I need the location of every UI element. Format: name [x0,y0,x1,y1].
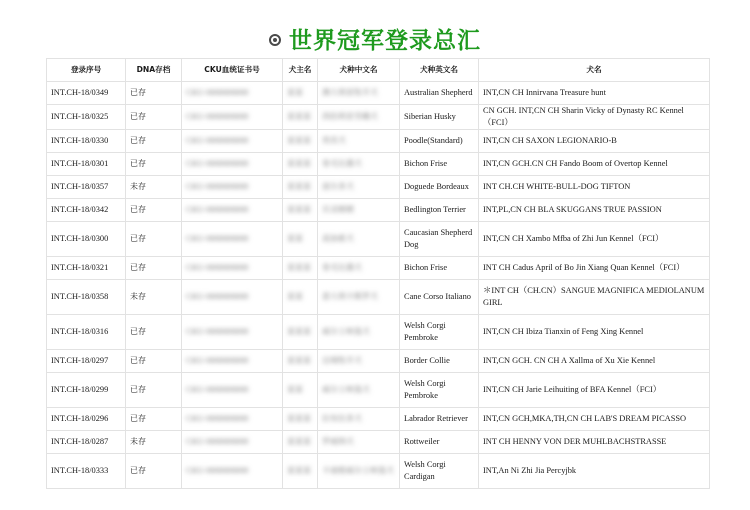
cell-dna-text: 未存 [130,292,146,301]
cell-breed-en [400,130,479,153]
cell-breed-en [400,280,479,315]
cell-cku-no [182,130,283,153]
cell-breed-cn [318,222,400,257]
cell-reg-no-text: INT.CH-18/0333 [51,466,109,475]
cell-owner-text: 某某某 [287,112,311,121]
cell-reg-no [47,280,126,315]
cell-cku-no [182,373,283,408]
cell-dna-text: 已存 [130,414,146,423]
cell-breed-en-text: Siberian Husky [404,112,456,121]
cell-dog-name-text: INT,CN GCH. CN CH A Xallma of Xu Xie Kennel [483,356,656,365]
cell-cku-no [182,176,283,199]
cell-breed-cn [318,454,400,489]
cell-owner-text: 某某某 [287,136,311,145]
table-row [47,350,710,373]
cell-owner-text: 某某某 [287,466,311,475]
cell-breed-en [400,454,479,489]
cell-reg-no-text: INT.CH-18/0321 [51,263,109,272]
cell-dog-name [479,431,710,454]
cell-dog-name-text: INT CH HENNY VON DER MUHLBACHSTRASSE [483,437,667,446]
cell-reg-no-text: INT.CH-18/0287 [51,437,109,446]
cell-cku-no-text: CKU-0000000000 [186,292,249,301]
cell-dog-name [479,373,710,408]
cell-reg-no-text: INT.CH-18/0349 [51,88,109,97]
cell-breed-cn [318,176,400,199]
cell-dna [126,257,182,280]
cell-reg-no [47,431,126,454]
cell-dog-name [479,315,710,350]
cell-breed-en-text: Caucasian Shepherd Dog [404,228,473,249]
cell-breed-cn [318,105,400,130]
cell-breed-cn [318,280,400,315]
cell-cku-no-text: CKU-0000000000 [186,263,249,272]
cell-reg-no [47,257,126,280]
cell-owner-text: 某某某 [287,182,311,191]
cell-breed-en-text: Poodle(Standard) [404,136,463,145]
cell-breed-cn [318,408,400,431]
cell-breed-cn-text: 卡迪根威尔士柯基犬 [322,466,394,475]
cell-breed-cn-text: 拉布拉多犬 [322,414,362,423]
cell-reg-no [47,105,126,130]
table-row [47,82,710,105]
cell-breed-en [400,222,479,257]
cell-dog-name [479,408,710,431]
cell-breed-en-text: Labrador Retriever [404,414,468,423]
cell-dog-name [479,82,710,105]
cell-breed-cn-text: 澳大利亚牧羊犬 [322,88,378,97]
cell-dog-name-text: INT,CN CH Innirvana Treasure hunt [483,88,606,97]
cell-reg-no [47,199,126,222]
cell-breed-en-text: Welsh Corgi Cardigan [404,460,446,481]
cell-breed-cn-text: 威尔士柯基犬 [322,385,370,394]
cell-cku-no [182,82,283,105]
cell-cku-no-text: CKU-0000000000 [186,159,249,168]
cell-cku-no-text: CKU-0000000000 [186,88,249,97]
cell-dog-name [479,454,710,489]
cell-dog-name-text: INT,PL,CN CH BLA SKUGGANS TRUE PASSION [483,205,662,214]
cell-dna-text: 未存 [130,182,146,191]
cell-dog-name-text: ＊INT CH（CH.CN）SANGUE MAGNIFICA MEDIOLANUM GIRL [483,286,705,307]
cell-reg-no-text: INT.CH-18/0300 [51,234,109,243]
cell-dna [126,431,182,454]
cell-breed-en [400,315,479,350]
cell-breed-cn [318,199,400,222]
cell-reg-no [47,408,126,431]
table-row [47,130,710,153]
cell-cku-no [182,199,283,222]
cell-dna-text: 已存 [130,466,146,475]
cell-reg-no-text: INT.CH-18/0357 [51,182,109,191]
cell-reg-no-text: INT.CH-18/0296 [51,414,109,423]
cell-dna [126,280,182,315]
page-title: 世界冠军登录总汇 [289,27,481,54]
cell-dna [126,176,182,199]
cell-dna-text: 已存 [130,263,146,272]
cell-cku-no-text: CKU-0000000000 [186,136,249,145]
cell-breed-en [400,373,479,408]
cell-owner-text: 某某某 [287,263,311,272]
cell-dog-name [479,130,710,153]
cell-owner [283,350,318,373]
cell-dna [126,315,182,350]
cell-reg-no-text: INT.CH-18/0316 [51,327,109,336]
cell-cku-no-text: CKU-0000000000 [186,112,249,121]
cell-reg-no [47,315,126,350]
cell-reg-no-text: INT.CH-18/0299 [51,385,109,394]
table-header-row [47,59,710,82]
cell-cku-no [182,408,283,431]
cell-breed-cn-text: 贝灵顿梗 [322,205,354,214]
cell-breed-cn-text: 波尔多犬 [322,182,354,191]
cell-breed-cn [318,431,400,454]
cell-breed-en [400,153,479,176]
cell-dna [126,222,182,257]
table-row [47,454,710,489]
cell-owner-text: 某某某 [287,159,311,168]
cell-dog-name-text: INT,CN CH SAXON LEGIONARIO-B [483,136,617,145]
cell-dog-name-text: INT,An Ni Zhi Jia Percyjbk [483,466,577,475]
header-dog-name: 犬名 [479,59,710,82]
cell-reg-no-text: INT.CH-18/0330 [51,136,109,145]
cell-breed-cn-text: 贵宾犬 [322,136,346,145]
cell-dna-text: 已存 [130,327,146,336]
cell-cku-no [182,431,283,454]
cell-breed-en-text: Bichon Frise [404,263,448,272]
cell-dna [126,199,182,222]
cell-owner [283,454,318,489]
cell-dog-name-text: INT,CN CH Ibiza Tianxin of Feng Xing Kennel [483,327,644,336]
cell-owner-text: 某某 [287,234,303,243]
cell-dog-name-text: INT,CN CH Xambo Mfba of Zhi Jun Kennel（FCI） [483,234,664,243]
cell-dog-name-text: INT CH Cadus April of Bo Jin Xiang Quan Kennel（FCI） [483,263,685,272]
table-row [47,315,710,350]
cell-dog-name [479,280,710,315]
cell-breed-cn-text: 西伯利亚雪橇犬 [322,112,378,121]
cell-dog-name [479,350,710,373]
cell-owner-text: 某某某 [287,356,311,365]
cell-dna [126,454,182,489]
cell-dna-text: 已存 [130,205,146,214]
cell-breed-en [400,105,479,130]
cell-breed-en [400,408,479,431]
cell-dna [126,350,182,373]
cell-owner-text: 某某某 [287,327,311,336]
cell-breed-en [400,350,479,373]
cell-reg-no-text: INT.CH-18/0325 [51,112,109,121]
table-row [47,431,710,454]
cell-owner-text: 某某 [287,88,303,97]
cell-dog-name-text: INT CH.CH WHITE-BULL-DOG TIFTON [483,182,631,191]
cell-reg-no-text: INT.CH-18/0297 [51,356,109,365]
cell-cku-no-text: CKU-0000000000 [186,466,249,475]
cell-cku-no-text: CKU-0000000000 [186,385,249,394]
cell-breed-cn-text: 高加索犬 [322,234,354,243]
cell-breed-en-text: Bedlington Terrier [404,205,466,214]
cell-cku-no-text: CKU-0000000000 [186,234,249,243]
cell-cku-no [182,222,283,257]
cell-owner [283,130,318,153]
cell-reg-no-text: INT.CH-18/0358 [51,292,109,301]
cell-dna-text: 已存 [130,112,146,121]
cell-owner [283,408,318,431]
cell-reg-no [47,350,126,373]
cell-breed-en [400,176,479,199]
cell-owner-text: 某某某 [287,414,311,423]
cell-dna-text: 已存 [130,385,146,394]
cell-reg-no-text: INT.CH-18/0342 [51,205,109,214]
cell-breed-cn [318,153,400,176]
cell-cku-no [182,315,283,350]
cell-reg-no [47,130,126,153]
cell-owner-text: 某某 [287,292,303,301]
cell-owner [283,176,318,199]
cell-cku-no-text: CKU-0000000000 [186,327,249,336]
cell-owner [283,257,318,280]
cell-dog-name-text: CN GCH. INT,CN CH Sharin Vicky of Dynasty RC Kennel（FCI） [483,106,684,127]
cell-dna [126,105,182,130]
cell-breed-cn [318,130,400,153]
cell-breed-en-text: Bichon Frise [404,159,448,168]
cell-breed-en-text: Rottweiler [404,437,440,446]
cell-dog-name [479,105,710,130]
cell-cku-no [182,350,283,373]
cell-dna-text: 已存 [130,356,146,365]
champion-registry-table [46,58,710,489]
cell-dna-text: 已存 [130,136,146,145]
title-row [0,22,750,54]
table-row [47,222,710,257]
cell-dna [126,153,182,176]
cell-cku-no [182,257,283,280]
cell-cku-no-text: CKU-0000000000 [186,356,249,365]
cell-dog-name [479,153,710,176]
cell-breed-cn-text: 威尔士柯基犬 [322,327,370,336]
cell-cku-no-text: CKU-0000000000 [186,182,249,191]
cell-owner [283,199,318,222]
cell-reg-no-text: INT.CH-18/0301 [51,159,109,168]
cell-breed-en [400,431,479,454]
cell-owner-text: 某某某 [287,205,311,214]
cell-dna [126,82,182,105]
cell-reg-no [47,373,126,408]
cell-dna-text: 已存 [130,234,146,243]
cell-breed-en-text: Border Collie [404,356,450,365]
table-row [47,153,710,176]
cell-reg-no [47,153,126,176]
cell-owner [283,153,318,176]
cell-breed-cn-text: 卷毛比雄犬 [322,159,362,168]
cell-owner [283,105,318,130]
cell-cku-no-text: CKU-0000000000 [186,414,249,423]
cell-reg-no [47,222,126,257]
header-breed-cn: 犬种中文名 [318,59,400,82]
cell-dna-text: 未存 [130,437,146,446]
cell-dna [126,130,182,153]
cell-breed-cn [318,350,400,373]
circle-dot-icon [269,34,281,46]
cell-breed-en [400,257,479,280]
cell-owner-text: 某某 [287,385,303,394]
table-row [47,176,710,199]
cell-cku-no [182,280,283,315]
cell-breed-cn [318,315,400,350]
cell-breed-cn-text: 罗威纳犬 [322,437,354,446]
cell-breed-cn-text: 卷毛比雄犬 [322,263,362,272]
table-row [47,105,710,130]
cell-owner [283,280,318,315]
cell-breed-cn [318,257,400,280]
cell-dog-name [479,199,710,222]
cell-breed-cn-text: 意大利卡斯罗犬 [322,292,378,301]
cell-reg-no [47,82,126,105]
cell-breed-cn [318,82,400,105]
cell-breed-en-text: Welsh Corgi Pembroke [404,321,446,342]
header-dna: DNA存档 [126,59,182,82]
cell-breed-en-text: Cane Corso Italiano [404,292,471,301]
table-row [47,280,710,315]
cell-dog-name [479,222,710,257]
cell-breed-en-text: Welsh Corgi Pembroke [404,379,446,400]
cell-owner [283,222,318,257]
cell-breed-en [400,199,479,222]
cell-dna [126,373,182,408]
table-row [47,199,710,222]
header-reg-no: 登录序号 [47,59,126,82]
header-breed-en: 犬种英文名 [400,59,479,82]
cell-owner [283,373,318,408]
table-row [47,257,710,280]
cell-cku-no [182,105,283,130]
cell-dog-name [479,257,710,280]
cell-owner [283,315,318,350]
cell-breed-cn-text: 边境牧羊犬 [322,356,362,365]
cell-dna-text: 已存 [130,159,146,168]
table-row [47,408,710,431]
cell-dog-name-text: INT,CN GCH.CN CH Fando Boom of Overtop Kennel [483,159,668,168]
cell-cku-no-text: CKU-0000000000 [186,437,249,446]
cell-breed-en-text: Australian Shepherd [404,88,473,97]
cell-owner [283,82,318,105]
cell-breed-en [400,82,479,105]
header-owner: 犬主名 [283,59,318,82]
table-row [47,373,710,408]
cell-dog-name [479,176,710,199]
cell-dna-text: 已存 [130,88,146,97]
cell-owner-text: 某某某 [287,437,311,446]
cell-reg-no [47,176,126,199]
cell-breed-cn [318,373,400,408]
header-cku: CKU血统证书号 [182,59,283,82]
cell-breed-en-text: Doguede Bordeaux [404,182,469,191]
cell-cku-no-text: CKU-0000000000 [186,205,249,214]
cell-dna [126,408,182,431]
cell-reg-no [47,454,126,489]
cell-owner [283,431,318,454]
cell-cku-no [182,153,283,176]
cell-dog-name-text: INT,CN CH Jarie Leihuiting of BFA Kennel（FCI） [483,385,662,394]
cell-cku-no [182,454,283,489]
cell-dog-name-text: INT,CN GCH,MKA,TH,CN CH LAB'S DREAM PICASSO [483,414,687,423]
